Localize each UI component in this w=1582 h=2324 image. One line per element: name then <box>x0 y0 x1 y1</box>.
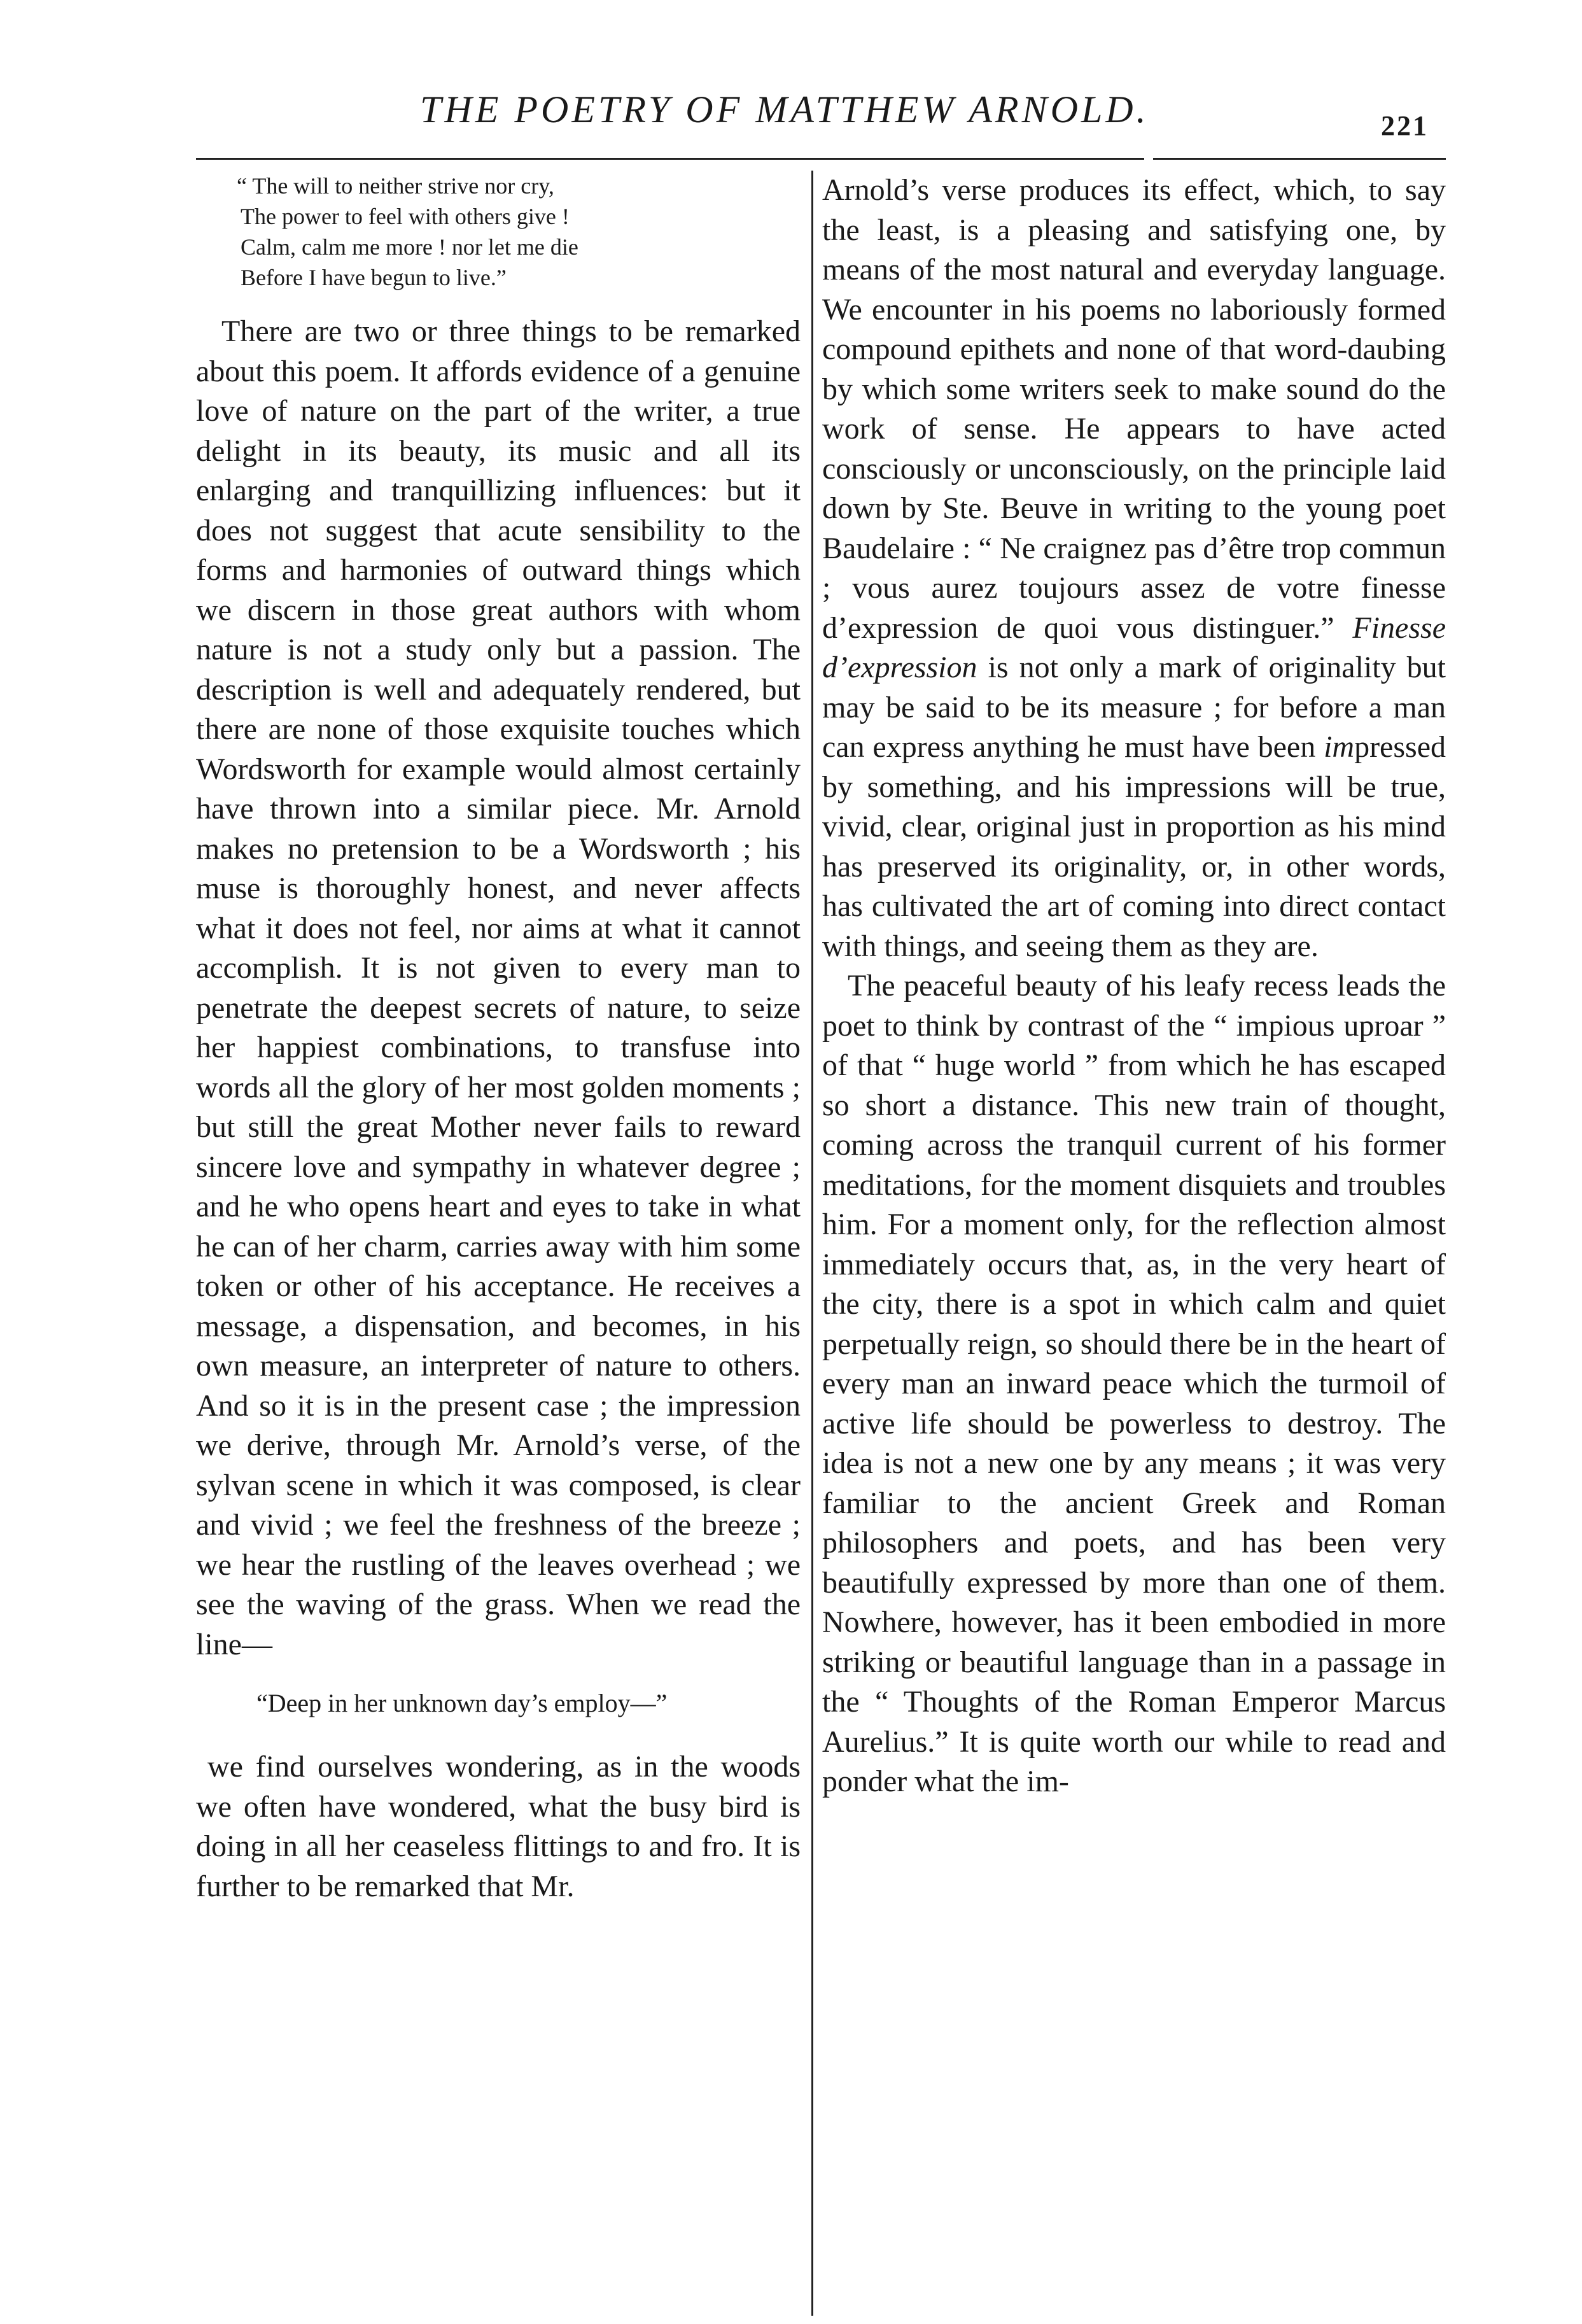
verse-line: Before I have begun to live.” <box>241 265 507 290</box>
right-column <box>822 171 1446 1802</box>
verse-line: Calm, calm me more ! nor let me die <box>241 234 578 260</box>
header-rule-right <box>1153 158 1446 160</box>
left-column <box>196 171 801 1906</box>
paragraph-text: pressed by something, and his impressions will be true, vivid, clear, original just in proportion as his mind has preserved its originality, or, in other words, has cultivated the art of coming into direct contact with things, and seeing them as they are. <box>822 730 1446 963</box>
running-title: THE POETRY OF MATTHEW ARNOLD. <box>420 88 1149 130</box>
quoted-line: “Deep in her unknown day’s employ—” <box>256 1689 668 1717</box>
verse-line: “ The will to neither strive nor cry, <box>237 173 554 199</box>
verse-line: The power to feel with others give ! <box>241 204 570 229</box>
header-rule <box>196 158 1144 160</box>
paragraph-text: Arnold’s verse produces its effect, which, to say the least, is a pleasing and satisfying one, by means of the most natural and everyday language. We encounter in his poems no laboriously formed compound epithets and none of that word-daubing by which some writers seek to make sound do the work of sense. He appears to have acted consciously or unconsciously, on the principle laid down by Ste. Beuve in writing to the young poet Baudelaire : “ Ne craignez pas d’être trop commun ; vous aurez toujours assez de votre finesse d’expression de quoi vous distinguer.” <box>822 173 1446 645</box>
verse-quotation <box>196 171 801 293</box>
body-paragraph: The peaceful beauty of his leafy recess leads the poet to think by contrast of the “ impious uproar ” of that “ huge world ” from which he has escaped so short a distance. This new train of thought, coming across the tranquil current of his former meditations, for the moment disquiets and troubles him. For a moment only, for the reflection almost immediately occurs that, as, in the very heart of the city, there is a spot in which calm and quiet perpetually reign, so should there be in the heart of every man an inward peace which the turmoil of active life should be powerless to destroy. The idea is not a new one by any means ; it was very familiar to the ancient Greek and Roman philosophers and poets, and has been very beautifully expressed by more than one of them. Nowhere, however, has it been embodied in more striking or beautiful language than in a passage in the “ Thoughts of the Roman Emperor Marcus Aurelius.” It is quite worth our while to read and ponder what the im- <box>822 969 1446 1798</box>
body-paragraph: There are two or three things to be remarked about this poem. It affords evidence of a genuine love of nature on the part of the writer, a true delight in its beauty, its music and all its enlarging and tranquillizing influences: but it does not suggest that acute sensibility to the forms and harmonies of outward things which we discern in those great authors with whom nature is not a study only but a passion. The description is well and adequately rendered, but there are none of those exquisite touches which Wordsworth for example would almost certainly have thrown into a similar piece. Mr. Arnold makes no pretension to be a Wordsworth ; his muse is thoroughly honest, and never affects what it does not feel, nor aims at what it cannot accomplish. It is not given to every man to penetrate the deepest secrets of nature, to seize her happiest combinations, to transfuse into words all the glory of her most golden moments ; but still the great Mother never fails to reward sincere love and sympathy in whatever degree ; and he who opens heart and eyes to take in what he can of her charm, carries away with him some token or other of his acceptance. He receives a message, a dispensation, and becomes, in his own measure, an interpreter of nature to others. And so it is in the present case ; the impression we derive, through Mr. Arnold’s verse, of the sylvan scene in which it was composed, is clear and vivid ; we feel the freshness of the breeze ; we hear the rustling of the leaves overhead ; we see the waving of the grass. When we read the line— <box>196 314 801 1661</box>
body-paragraph <box>822 171 1446 966</box>
column-divider <box>811 171 813 2316</box>
italic-prefix: im <box>1324 730 1355 764</box>
paragraph-text: is not only a mark of originality but may be said to be its measure ; for before a man can express anything he must have been <box>822 651 1446 764</box>
italic-phrase: Finesse d’expression <box>822 610 1446 684</box>
body-paragraph: we find ourselves wondering, as in the woods we often have wondered, what the busy bird is doing in all her ceaseless flittings to and fro. It is further to be remarked that Mr. <box>196 1750 801 1903</box>
page-number: 221 <box>1381 110 1429 141</box>
